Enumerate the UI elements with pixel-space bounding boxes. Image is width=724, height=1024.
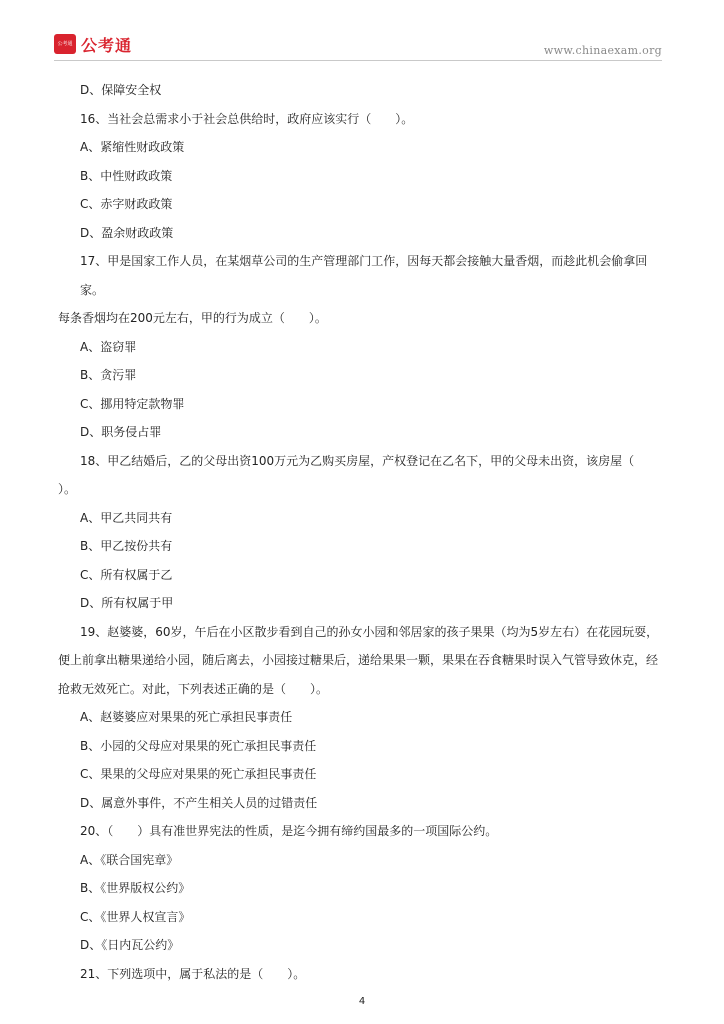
option-line: D、所有权属于甲 xyxy=(80,596,174,610)
question-continuation: 抢救无效死亡。对此，下列表述正确的是（ ）。 xyxy=(58,681,329,696)
question-continuation: 每条香烟均在200元左右，甲的行为成立（ ）。 xyxy=(58,311,327,325)
option-line: A、盗窃罪 xyxy=(80,339,137,354)
option-line: B、贪污罪 xyxy=(80,368,137,382)
option-line: A、赵婆婆应对果果的死亡承担民事责任 xyxy=(80,710,293,724)
option-line: C、《世界人权宣言》 xyxy=(80,909,191,924)
option-line: A、紧缩性财政政策 xyxy=(80,140,185,154)
option-line: B、中性财政政策 xyxy=(80,168,173,183)
logo-mark: 公考通 xyxy=(54,34,76,54)
option-line: D、职务侵占罪 xyxy=(80,425,162,439)
option-line: B、甲乙按份共有 xyxy=(80,539,173,553)
option-line: A、甲乙共同共有 xyxy=(80,510,173,525)
site-url: www.chinaexam.org xyxy=(543,44,662,57)
question-line: 21、下列选项中，属于私法的是（ ）。 xyxy=(80,966,306,981)
option-line: D、盈余财政政策 xyxy=(80,225,174,240)
option-line: B、《世界版权公约》 xyxy=(80,881,191,895)
option-line: C、赤字财政政策 xyxy=(80,197,173,211)
question-line: 20、（ ）具有准世界宪法的性质，是迄今拥有缔约国最多的一项国际公约。 xyxy=(80,824,498,838)
question-line: 17、甲是国家工作人员，在某烟草公司的生产管理部门工作，因每天都会接触大量香烟，而趁此机会偷拿回家。 xyxy=(80,254,648,297)
option-line: C、挪用特定款物罪 xyxy=(80,396,185,411)
document-body xyxy=(58,76,668,988)
option-line: D、属意外事件，不产生相关人员的过错责任 xyxy=(80,795,318,810)
option-line: C、果果的父母应对果果的死亡承担民事责任 xyxy=(80,767,317,781)
question-line: 16、当社会总需求小于社会总供给时，政府应该实行（ ）。 xyxy=(80,111,414,126)
page-number: 4 xyxy=(358,996,366,1007)
brand-logo xyxy=(54,34,132,54)
header-divider xyxy=(54,60,662,61)
option-line: B、小园的父母应对果果的死亡承担民事责任 xyxy=(80,738,317,753)
logo-text: 公考通 xyxy=(81,35,133,55)
option-line: A、《联合国宪章》 xyxy=(80,852,179,867)
option-line: C、所有权属于乙 xyxy=(80,567,173,582)
question-line: 19、赵婆婆，60岁，午后在小区散步看到自己的孙女小园和邻居家的孩子果果（均为5岁左右）在花园玩耍， xyxy=(80,624,659,639)
option-line: D、《日内瓦公约》 xyxy=(80,938,180,952)
option-line: D、保障安全权 xyxy=(80,83,162,97)
question-continuation: 便上前拿出糖果递给小园，随后离去，小园接过糖果后，递给果果一颗，果果在吞食糖果时误入气管导致休克，经 xyxy=(58,653,659,667)
page-header xyxy=(0,0,724,64)
question-line: 18、甲乙结婚后，乙的父母出资100万元为乙购买房屋，产权登记在乙名下，甲的父母未出资，该房屋（ xyxy=(80,453,635,468)
question-continuation: ）。 xyxy=(58,482,77,496)
